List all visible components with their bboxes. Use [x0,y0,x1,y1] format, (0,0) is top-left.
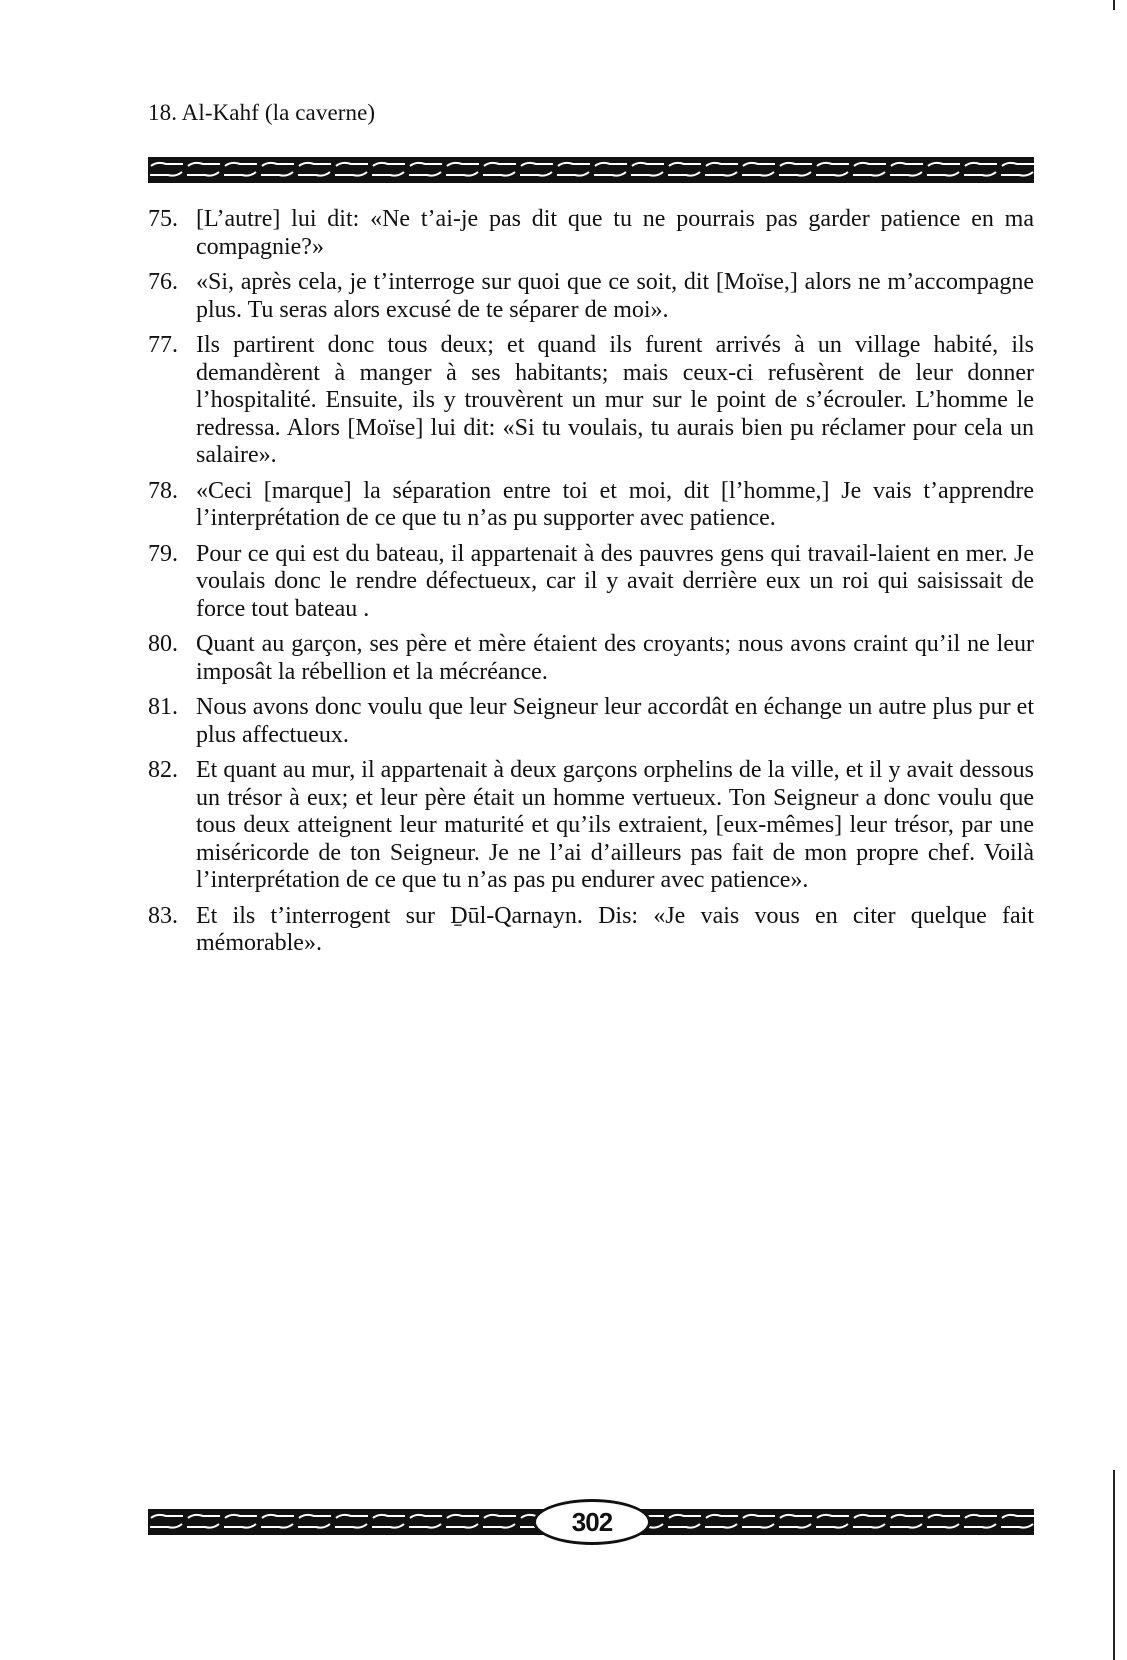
running-head: 18. Al-Kahf (la caverne) [148,100,376,125]
verse-number: 81. [148,694,178,720]
verse-number: 77. [148,332,178,358]
verse-number: 76. [148,269,178,295]
verse-number: 79. [148,540,178,567]
verse-text: Pour ce qui est du bateau, il appartenait à des pauvres gens qui travail-laient en mer. Je voulais donc le rendre défectueux, car il y avait derrière eux un roi qui saisissait de force tout bateau . [196,540,1034,622]
verse-text: Et ils t’interrogent sur Ḏūl-Qarnayn. Dis: «Je vais vous en citer quelque fait mémorable». [196,902,1034,956]
chain-ornament [148,157,1034,183]
verse-number: 83. [148,902,178,929]
verse-79 [148,541,1034,624]
scan-edge-mark [1113,0,1115,10]
top-ornament-band [148,157,1034,183]
verse-75 [148,206,1034,261]
verse-number: 78. [148,477,178,504]
verse-83 [148,903,1034,958]
verse-text: «Si, après cela, je t’interroge sur quoi que ce soit, dit [Moïse,] alors ne m’accompagne plus. Tu seras alors excusé de te séparer de moi». [196,269,1034,323]
verse-number: 80. [148,631,178,657]
scan-edge-mark [1113,1470,1115,1660]
verse-text: Ils partirent donc tous deux; et quand ils furent arrivés à un village habité, ils demandèrent à manger à ses habitants; mais ceux-ci refusèrent de leur donner l’hospitalité. Ensuite, ils y trouvèrent un mur sur le point de s’écrouler. L’homme le redressa. Alors [Moïse] lui dit: «Si tu voulais, tu aurais bien pu réclamer pour cela un salaire». [196,332,1034,468]
verse-82 [148,757,1034,895]
page-number: 302 [533,1499,651,1545]
verse-text: Nous avons donc voulu que leur Seigneur leur accordât en échange un autre plus pur et plus affectueux. [196,694,1034,748]
verse-list [148,206,1034,966]
verse-text: Et quant au mur, il appartenait à deux garçons orphelins de la ville, et il y avait dessous un trésor à eux; et leur père était un homme vertueux. Ton Seigneur a donc voulu que tous deux atteignent leur maturité et qu’ils extraient, [eux-mêmes] leur trésor, par une miséricorde de ton Seigneur. Je ne l’ai d’ailleurs pas fait de mon propre chef. Voilà l’interprétation de ce que tu n’as pas pu endurer avec patience». [196,757,1034,893]
verse-81 [148,694,1034,749]
verse-77 [148,332,1034,470]
verse-number: 75. [148,206,178,232]
verse-76 [148,269,1034,324]
verse-text: [L’autre] lui dit: «Ne t’ai-je pas dit que tu ne pourrais pas garder patience en ma compagnie?» [196,206,1034,260]
verse-80 [148,631,1034,686]
verse-text: «Ceci [marque] la séparation entre toi et moi, dit [l’homme,] Je vais t’apprendre l’interprétation de ce que tu n’as pu supporter avec patience. [196,477,1034,531]
verse-78 [148,478,1034,533]
verse-number: 82. [148,757,178,783]
verse-text: Quant au garçon, ses père et mère étaient des croyants; nous avons craint qu’il ne leur imposât la rébellion et la mécréance. [196,631,1034,685]
